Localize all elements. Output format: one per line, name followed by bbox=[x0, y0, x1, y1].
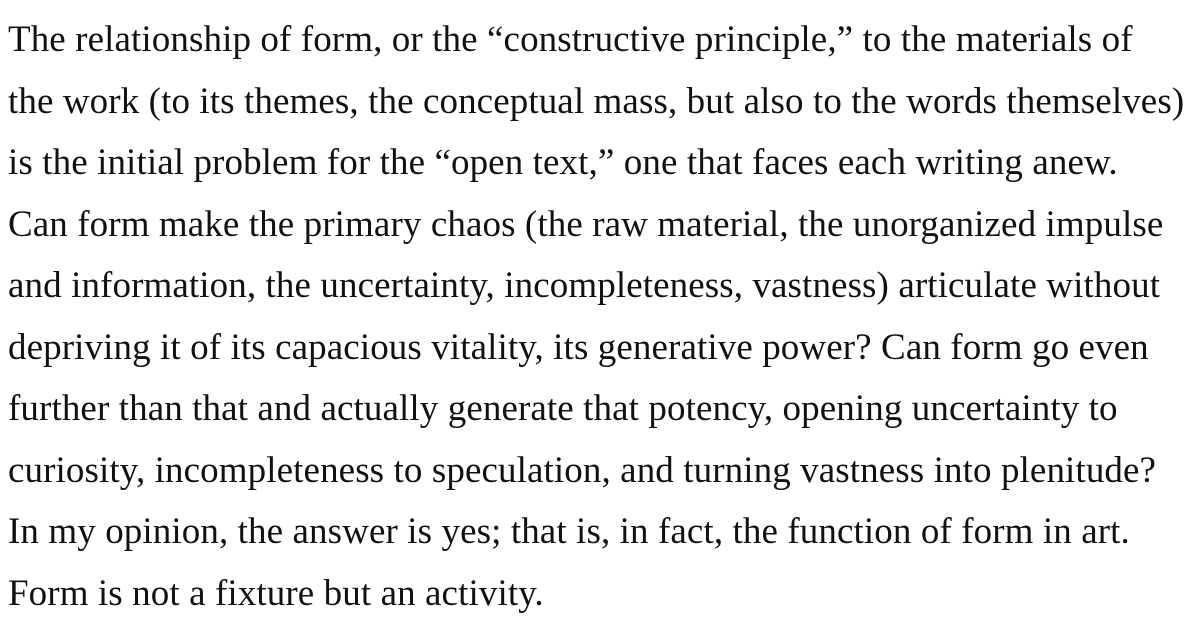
paragraph-line: the work (to its themes, the conceptual mass, but also to the words themselves) bbox=[8, 80, 1185, 122]
paragraph-line: is the initial problem for the “open text,” one that faces each writing anew. bbox=[8, 142, 1118, 183]
paragraph-line: and information, the uncertainty, incompleteness, vastness) articulate without bbox=[8, 265, 1161, 306]
paragraph-line: In my opinion, the answer is yes; that is, in fact, the function of form in art. bbox=[8, 511, 1130, 552]
document-page bbox=[8, 0, 1200, 632]
paragraph-line: further than that and actually generate that potency, opening uncertainty to bbox=[8, 388, 1118, 429]
paragraph-line: curiosity, incompleteness to speculation, and turning vastness into plenitude? bbox=[8, 449, 1157, 491]
paragraph-line: The relationship of form, or the “constructive principle,” to the materials of bbox=[8, 19, 1133, 60]
paragraph-line: Can form make the primary chaos (the raw material, the unorganized impulse bbox=[8, 203, 1164, 245]
paragraph-line: Form is not a fixture but an activity. bbox=[8, 572, 544, 614]
body-paragraph bbox=[8, 0, 1200, 624]
paragraph-line: depriving it of its capacious vitality, its generative power? Can form go even bbox=[8, 326, 1149, 368]
